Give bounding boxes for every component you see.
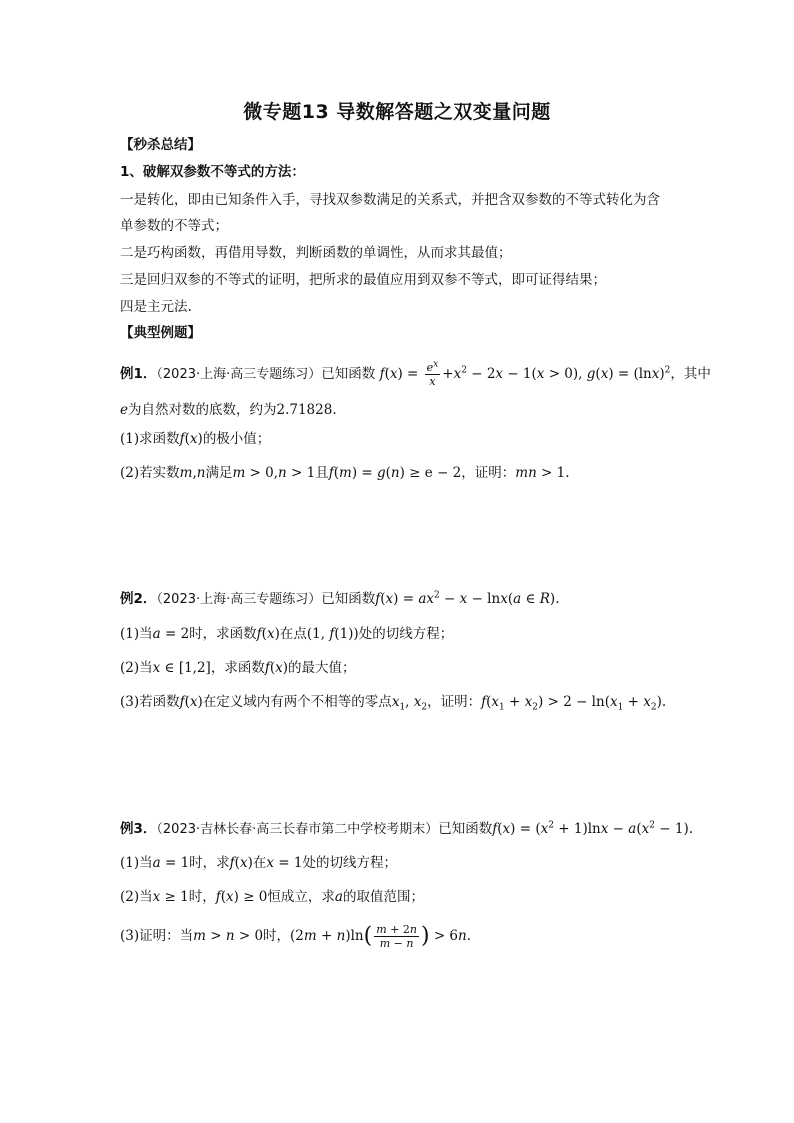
example-2-source: （2023·上海·高三专题练习）	[156, 592, 322, 607]
example-1-question-2: (2)若实数m,n满足m > 0,n > 1且f(m) = g(n) ≥ e − 2，证明：mn > 1.	[120, 465, 570, 481]
example-1-line-2: e为自然对数的底数，约为2.71828.	[120, 402, 337, 418]
example-3-label: 例3．	[120, 821, 157, 837]
example-2-question-1: (1)当a = 2时，求函数f(x)在点(1, f(1))处的切线方程；	[120, 626, 454, 642]
example-2-question-2: (2)当x ∈ [1,2]，求函数f(x)的最大值；	[120, 660, 356, 676]
example-2-label: 例2．	[120, 591, 157, 607]
example-3-question-1: (1)当a = 1时，求f(x)在x = 1处的切线方程；	[120, 855, 397, 871]
method-heading: 1、破解双参数不等式的方法：	[120, 164, 305, 180]
example-3-statement: 例3．（2023·吉林长春·高三长春市第二中学校考期末）已知函数$f(x) = (x^2 + 1)\ln x - a(x^2 - 1)$.	[120, 820, 694, 837]
page-title: 微专题13 导数解答题之双变量问题	[243, 101, 551, 123]
example-2-statement: 例2．（2023·上海·高三专题练习）已知函数$f(x) = ax^2 - x - \ln x(a$ ∈ R).	[120, 590, 560, 607]
example-3-question-2: (2)当x ≥ 1时，f(x) ≥ 0恒成立，求a的取值范围；	[120, 889, 424, 905]
examples-heading: 【典型例题】	[120, 325, 201, 341]
example-3-question-3: (3)证明：当m > n > 0时，(2m + n)ln( $\frac{m + 2n}{m - n}$ ) > 6n.	[120, 923, 472, 950]
example-1-source: （2023·上海·高三专题练习）	[156, 367, 322, 382]
example-1-statement: 例1．（2023·上海·高三专题练习）已知函数 f(x) = $\frac{e^x}{x}$ $+x^2 - 2x - 1(x > 0)$, $g(x) = (\ln x)^2$，其中	[120, 359, 711, 388]
method-line-1: 一是转化，即由已知条件入手，寻找双参数满足的关系式，并把含双参数的不等式转化为含	[120, 192, 660, 208]
example-3-source: （2023·吉林长春·高三长春市第二中学校考期末）	[156, 822, 439, 837]
example-1-function: f(x) = $\frac{e^x}{x}$ $+x^2 - 2x - 1(x > 0)$, $g(x) = (\ln x)^2$	[379, 359, 671, 388]
example-1-label: 例1．	[120, 366, 157, 382]
method-line-2: 单参数的不等式；	[120, 218, 228, 234]
example-1-question-1: (1)求函数f(x)的极小值；	[120, 431, 271, 447]
summary-heading: 【秒杀总结】	[120, 137, 201, 153]
e-value: 2.71828	[276, 402, 333, 418]
method-line-5: 四是主元法.	[120, 299, 192, 315]
example-2-question-3: (3)若函数f(x)在定义域内有两个不相等的零点$x_1$, $x_2$，证明：$f(x_1 + x_2) > 2 - \ln(x_1 + x_2)$.	[120, 694, 667, 713]
method-line-4: 三是回归双参的不等式的证明，把所求的最值应用到双参不等式，即可证得结果；	[120, 272, 606, 288]
method-line-3: 二是巧构函数，再借用导数，判断函数的单调性，从而求其最值；	[120, 245, 512, 261]
